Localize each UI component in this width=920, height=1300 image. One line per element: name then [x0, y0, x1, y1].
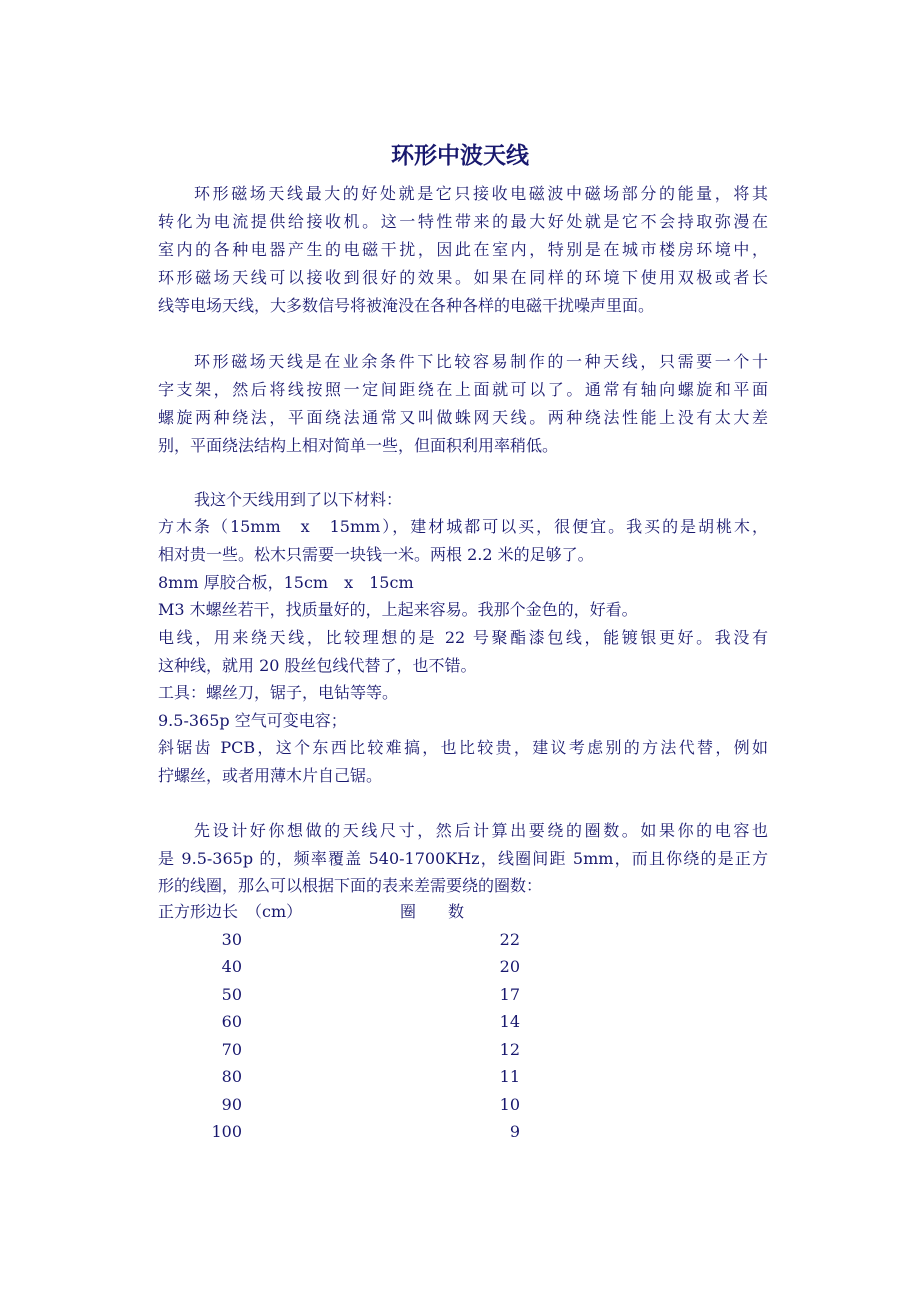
material-item: M3 木螺丝若干，找质量好的，上起来容易。我那个金色的，好看。 [158, 600, 638, 619]
material-item: 相对贵一些。松木只需要一块钱一米。两根 2.2 米的足够了。 [158, 545, 594, 564]
table-header-turns: 圈 数 [400, 902, 465, 921]
table-cell-turns: 10 [499, 1095, 520, 1114]
paragraph-line: 是 9.5-365p 的，频率覆盖 540-1700KHz，线圈间距 5mm，而且你绕的是正方 [158, 849, 768, 868]
paragraph-line: 线等电场天线，大多数信号将被淹没在各种各样的电磁干扰噪声里面。 [158, 296, 655, 315]
paragraph-line: 室内的各种电器产生的电磁干扰，因此在室内，特别是在城市楼房环境中， [158, 240, 768, 259]
table-cell-side: 60 [221, 1012, 242, 1031]
material-item: 工具：螺丝刀，锯子，电钻等等。 [158, 683, 399, 702]
material-item: 拧螺丝，或者用薄木片自己锯。 [158, 766, 383, 785]
materials-intro: 我这个天线用到了以下材料： [194, 490, 403, 509]
table-cell-side: 70 [221, 1040, 242, 1059]
table-cell-turns: 12 [499, 1040, 520, 1059]
material-item: 8mm 厚胶合板，15cm x 15cm [158, 573, 414, 592]
material-item: 9.5-365p 空气可变电容； [158, 711, 347, 730]
paragraph-line: 转化为电流提供给接收机。这一特性带来的最大好处就是它不会持取弥漫在 [158, 212, 768, 231]
paragraph-line: 先设计好你想做的天线尺寸，然后计算出要绕的圈数。如果你的电容也 [194, 821, 768, 840]
paragraph-line: 形的线圈，那么可以根据下面的表来差需要绕的圈数： [158, 876, 543, 895]
material-item: 斜锯齿 PCB，这个东西比较难搞，也比较贵，建议考虑别的方法代替，例如 [158, 738, 768, 757]
paragraph-line: 环形磁场天线是在业余条件下比较容易制作的一种天线，只需要一个十 [194, 352, 768, 371]
paragraph-line: 环形磁场天线最大的好处就是它只接收电磁波中磁场部分的能量，将其 [194, 184, 768, 203]
document-title: 环形中波天线 [391, 143, 529, 169]
table-cell-side: 30 [221, 930, 242, 949]
table-cell-turns: 17 [499, 985, 520, 1004]
table-cell-side: 90 [221, 1095, 242, 1114]
paragraph-line: 别，平面绕法结构上相对简单一些，但面积利用率稍低。 [158, 436, 559, 455]
paragraph-line: 螺旋两种绕法，平面绕法通常又叫做蛛网天线。两种绕法性能上没有太大差 [158, 408, 768, 427]
table-cell-side: 40 [221, 957, 242, 976]
table-cell-side: 80 [221, 1067, 242, 1086]
material-item: 方木条（15mm x 15mm），建材城都可以买，很便宜。我买的是胡桃木， [158, 517, 768, 536]
paragraph-line: 字支架，然后将线按照一定间距绕在上面就可以了。通常有轴向螺旋和平面 [158, 380, 768, 399]
paragraph-line: 环形磁场天线可以接收到很好的效果。如果在同样的环境下使用双极或者长 [158, 268, 768, 287]
table-cell-side: 100 [211, 1122, 242, 1141]
table-header-side-length: 正方形边长 （cm） [158, 902, 303, 921]
material-item: 这种线，就用 20 股丝包线代替了，也不错。 [158, 656, 477, 675]
table-cell-turns: 11 [499, 1067, 520, 1086]
table-cell-turns: 22 [499, 930, 520, 949]
table-cell-turns: 14 [499, 1012, 520, 1031]
table-cell-turns: 20 [499, 957, 520, 976]
material-item: 电线，用来绕天线，比较理想的是 22 号聚酯漆包线，能镀银更好。我没有 [158, 628, 768, 647]
table-cell-side: 50 [221, 985, 242, 1004]
table-cell-turns: 9 [509, 1122, 520, 1141]
